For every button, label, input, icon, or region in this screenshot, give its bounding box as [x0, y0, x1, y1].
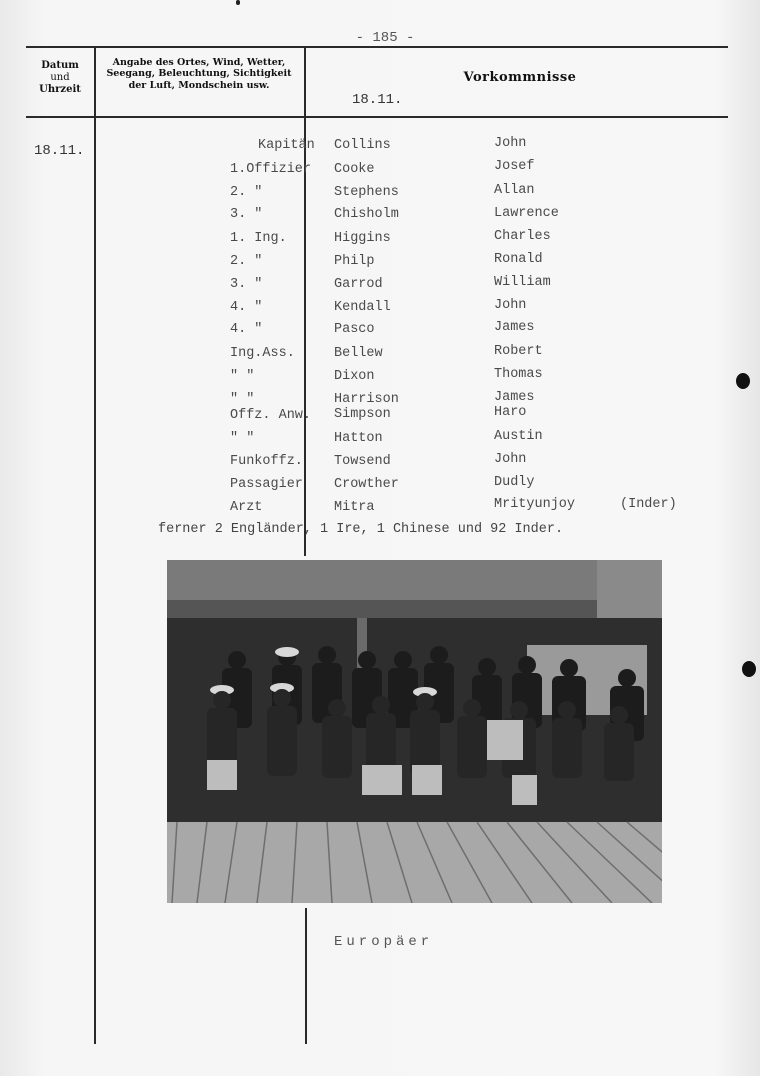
- header-events-column: Vorkommnisse: [463, 70, 577, 85]
- crew-surname: Dixon: [334, 369, 375, 384]
- crew-rank: 3. ": [230, 277, 263, 292]
- photograph-image: [167, 560, 662, 903]
- header-bottom-rule: [26, 116, 728, 118]
- crew-surname: Bellew: [334, 346, 383, 361]
- crew-surname: Cooke: [334, 162, 375, 177]
- crew-given-name: Charles: [494, 229, 551, 244]
- place-column-divider-lower: [305, 908, 307, 1044]
- crew-given-name: Josef: [494, 159, 535, 174]
- crew-given-name: John: [494, 298, 527, 313]
- crew-given-name: Dudly: [494, 475, 535, 490]
- crew-surname: Philp: [334, 254, 375, 269]
- header-date-column: [28, 60, 92, 96]
- crew-rank: " ": [230, 392, 255, 407]
- header-place-column: Angabe des Ortes, Wind, Wetter, Seegang, Beleuchtung, Sichtigkeit der Luft, Mondschein usw.: [106, 57, 292, 91]
- crew-rank: Passagier: [230, 477, 303, 492]
- crew-rank: 2. ": [230, 185, 263, 200]
- crew-surname: Towsend: [334, 454, 391, 469]
- crew-photograph: [167, 560, 662, 903]
- crew-rank: 4. ": [230, 322, 263, 337]
- crew-given-name: Haro: [494, 405, 527, 420]
- crew-surname: Garrod: [334, 277, 383, 292]
- crew-given-name: William: [494, 275, 551, 290]
- crew-rank: 4. ": [230, 300, 263, 315]
- crew-surname: Higgins: [334, 231, 391, 246]
- crew-rank: " ": [230, 431, 255, 446]
- crew-given-name: Robert: [494, 344, 543, 359]
- page-number: - 185 -: [355, 30, 415, 46]
- crew-rank: Ing.Ass.: [230, 346, 295, 361]
- header-date-line1: Datum: [41, 60, 79, 71]
- crew-surname: Kendall: [334, 300, 391, 315]
- table-top-rule: [26, 46, 728, 48]
- crew-given-name: Austin: [494, 429, 543, 444]
- crew-given-name: James: [494, 320, 535, 335]
- date-column-divider: [94, 46, 96, 1044]
- crew-given-name: John: [494, 136, 527, 151]
- crew-given-name: Thomas: [494, 367, 543, 382]
- crew-rank: 1. Ing.: [230, 231, 287, 246]
- crew-surname: Collins: [334, 138, 391, 153]
- footer-summary-line: ferner 2 Engländer, 1 Ire, 1 Chinese und 92 Inder.: [158, 522, 564, 537]
- crew-rank: Kapitän: [258, 138, 315, 153]
- crew-rank: 2. ": [230, 254, 263, 269]
- header-date-value: 18.11.: [352, 92, 403, 108]
- crew-rank: Funkoffz.: [230, 454, 303, 469]
- crew-rank: Offz. Anw.: [230, 408, 312, 423]
- crew-surname: Stephens: [334, 185, 399, 200]
- punch-hole: [736, 373, 750, 389]
- ink-dot: [236, 0, 240, 5]
- crew-surname: Hatton: [334, 431, 383, 446]
- crew-given-name: Allan: [494, 183, 535, 198]
- crew-given-name: Ronald: [494, 252, 543, 267]
- crew-surname: Mitra: [334, 500, 375, 515]
- crew-rank: 1.Offizier: [230, 162, 312, 177]
- crew-rank: " ": [230, 369, 255, 384]
- crew-surname: Harrison: [334, 392, 399, 407]
- crew-rank: 3. ": [230, 207, 263, 222]
- crew-given-name: John: [494, 452, 527, 467]
- crew-surname: Crowther: [334, 477, 399, 492]
- punch-hole: [742, 661, 756, 677]
- crew-surname: Simpson: [334, 407, 391, 422]
- crew-surname: Pasco: [334, 322, 375, 337]
- crew-given-name: James: [494, 390, 535, 405]
- crew-surname: Chisholm: [334, 207, 399, 222]
- crew-note: (Inder): [620, 497, 677, 512]
- entry-date: 18.11.: [34, 143, 85, 159]
- crew-rank: Arzt: [230, 500, 263, 515]
- crew-given-name: Mrityunjoy: [494, 497, 576, 512]
- crew-given-name: Lawrence: [494, 206, 559, 221]
- photo-caption: Europäer: [334, 934, 434, 950]
- header-date-line3: Uhrzeit: [39, 84, 81, 95]
- header-date-line2: und: [50, 72, 70, 83]
